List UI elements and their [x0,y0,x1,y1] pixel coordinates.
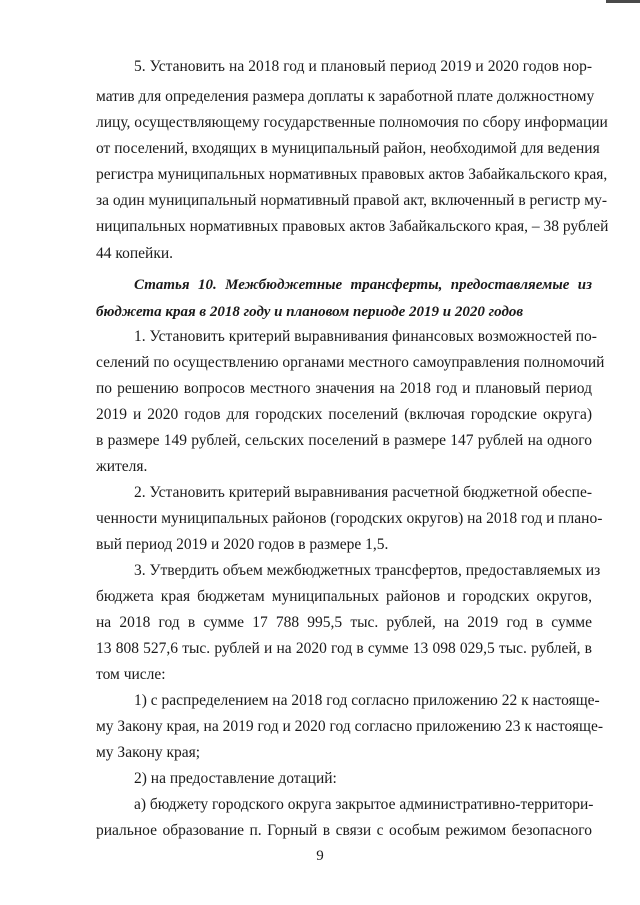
page-number: 9 [316,848,324,864]
text-line: 3. Утвердить объем межбюджетных трансфертов, предоставляемых из [134,562,601,579]
text-line: 1. Установить критерий выравнивания финансовых возможностей по- [134,328,597,345]
text-line: 44 копейки. [96,245,174,262]
text-line: по решению вопросов местного значения на 2018 год и плановый период [96,380,592,397]
text-line: на 2018 год в сумме 17 788 995,5 тыс. рублей, на 2019 год в сумме [96,614,592,631]
article-heading: бюджета края в 2018 году и плановом периоде 2019 и 2020 годов [96,304,524,320]
text-line: селений по осуществлению органами местного самоуправления полномочий [96,354,605,371]
text-line: 2) на предоставление дотаций: [134,770,337,787]
text-line: 2. Установить критерий выравнивания расчетной бюджетной обеспе- [134,484,592,501]
text-line: регистра муниципальных нормативных правовых актов Забайкальского края, [96,166,608,183]
text-line: 2019 и 2020 годов для городских поселений (включая городские округа) [96,406,592,423]
text-line: му Закону края; [96,744,201,761]
article-heading: Статья 10. Межбюджетные трансферты, предоставляемые из [134,277,592,293]
text-line: лицу, осуществляющему государственные полномочия по сбору информации [96,114,608,131]
text-line: матив для определения размера доплаты к заработной плате должностному [96,88,595,105]
text-line: вый период 2019 и 2020 годов в размере 1,5. [96,536,389,553]
text-line: 5. Установить на 2018 год и плановый период 2019 и 2020 годов нор- [134,58,592,75]
text-line: ниципальных нормативных правовых актов Забайкальского края, – 38 рублей [96,218,609,235]
text-line: ченности муниципальных районов (городских округов) на 2018 год и плано- [96,510,603,527]
text-line: том числе: [96,666,166,683]
text-line: риальное образование п. Горный в связи с особым режимом безопасного [96,822,592,839]
text-line: а) бюджету городского округа закрытое административно-территори- [134,796,594,813]
text-line: жителя. [96,458,148,475]
text-line: 13 808 527,6 тыс. рублей и на 2020 год в сумме 13 098 029,5 тыс. рублей, в [96,640,592,657]
text-line: му Закону края, на 2019 год и 2020 год согласно приложению 23 к настояще- [96,718,604,735]
text-line: за один муниципальный нормативный правой акт, включенный в регистр му- [96,192,607,209]
corner-scan-mark [606,0,640,3]
text-line: 1) с распределением на 2018 год согласно приложению 22 к настояще- [134,692,600,709]
text-line: от поселений, входящих в муниципальный район, необходимой для ведения [96,140,600,157]
text-line: в размере 149 рублей, сельских поселений в размере 147 рублей на одного [96,432,592,449]
text-line: бюджета края бюджетам муниципальных районов и городских округов, [96,588,592,605]
